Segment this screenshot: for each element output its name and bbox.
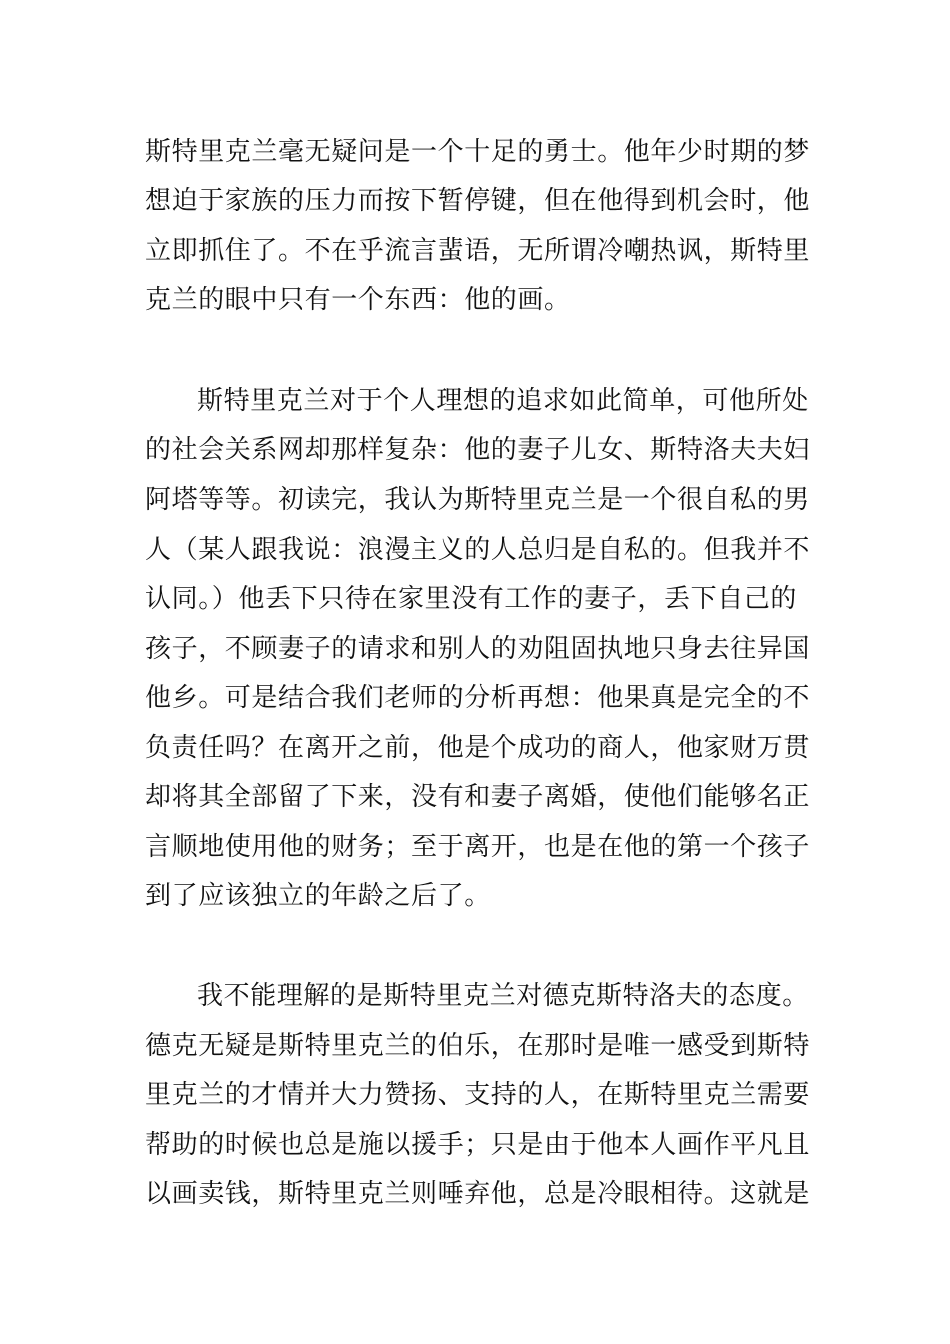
paragraph-line: 我不能理解的是斯特里克兰对德克斯特洛夫的态度。 (197, 981, 809, 1011)
paragraph-line: 里克兰的才情并大力赞扬、支持的人，在斯特里克兰需要 (145, 1080, 811, 1110)
paragraph-line: 言顺地使用他的财务；至于离开，也是在他的第一个孩子 (145, 832, 811, 862)
paragraph-line: 孩子，不顾妻子的请求和别人的劝阻固执地只身去往异国 (145, 634, 811, 664)
paragraph-line: 想迫于家族的压力而按下暂停键，但在他得到机会时，他 (145, 186, 811, 216)
paragraph-line: 他乡。可是结合我们老师的分析再想：他果真是完全的不 (145, 683, 811, 713)
paragraph-line: 德克无疑是斯特里克兰的伯乐，在那时是唯一感受到斯特 (145, 1031, 811, 1061)
paragraph-line: 立即抓住了。不在乎流言蜚语，无所谓冷嘲热讽，斯特里 (145, 236, 811, 266)
paragraph-line: 认同。）他丢下只待在家里没有工作的妻子，丢下自己的 (145, 584, 798, 614)
paragraph-line: 到了应该独立的年龄之后了。 (145, 881, 491, 911)
paragraph-line: 却将其全部留了下来，没有和妻子离婚，使他们能够名正 (145, 782, 811, 812)
paragraph-line: 斯特里克兰毫无疑问是一个十足的勇士。他年少时期的梦 (145, 137, 811, 167)
paragraph-line: 克兰的眼中只有一个东西：他的画。 (145, 285, 571, 315)
paragraph-line: 负责任吗？在离开之前，他是个成功的商人，他家财万贯 (145, 733, 811, 763)
paragraph-line: 人（某人跟我说：浪漫主义的人总归是自私的。但我并不 (145, 535, 811, 565)
paragraph-line: 以画卖钱，斯特里克兰则唾弃他，总是冷眼相待。这就是 (145, 1179, 811, 1209)
paragraph-line: 帮助的时候也总是施以援手；只是由于他本人画作平凡且 (145, 1130, 811, 1160)
paragraph-line: 阿塔等等。初读完，我认为斯特里克兰是一个很自私的男 (145, 485, 811, 515)
paragraph-line: 的社会关系网却那样复杂：他的妻子儿女、斯特洛夫夫妇 (145, 435, 811, 465)
paragraph-line: 斯特里克兰对于个人理想的追求如此简单，可他所处 (197, 386, 809, 416)
